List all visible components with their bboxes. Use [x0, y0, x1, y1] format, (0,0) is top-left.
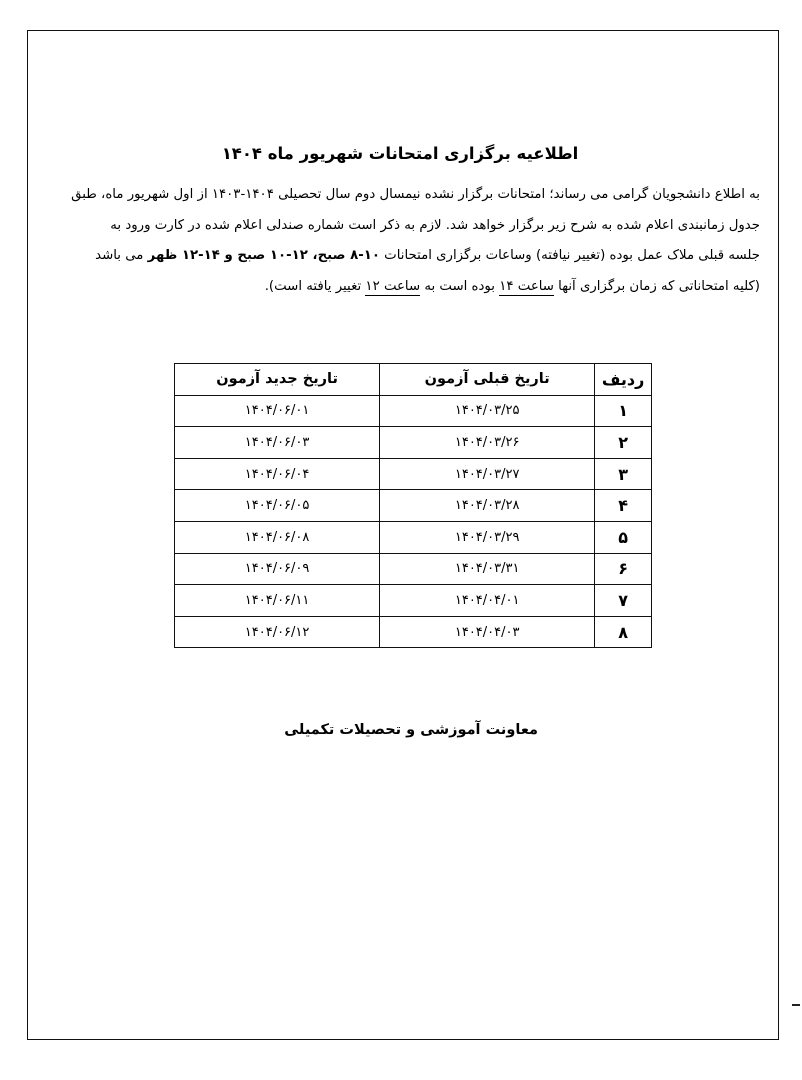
new-date: ۱۴۰۴/۰۶/۰۸ — [175, 521, 380, 553]
new-date: ۱۴۰۴/۰۶/۰۴ — [175, 458, 380, 490]
paragraph-line-4 — [52, 272, 760, 303]
table-row — [175, 458, 652, 490]
new-date: ۱۴۰۴/۰۶/۰۱ — [175, 395, 380, 427]
row-number: ۷ — [595, 585, 652, 617]
header-row-number: ردیف — [595, 364, 652, 396]
old-date: ۱۴۰۴/۰۳/۲۹ — [380, 521, 595, 553]
old-date: ۱۴۰۴/۰۳/۳۱ — [380, 553, 595, 585]
table-header-row — [175, 364, 652, 396]
old-date: ۱۴۰۴/۰۳/۲۵ — [380, 395, 595, 427]
new-date: ۱۴۰۴/۰۶/۰۹ — [175, 553, 380, 585]
exam-hours: ۱۰-۸ صبح، ۱۲-۱۰ صبح و ۱۴-۱۲ ظهر — [147, 248, 380, 263]
table-row — [175, 616, 652, 648]
line3-text-a: جلسه قبلی ملاک عمل بوده (تغییر نیافته) وساعات برگزاری امتحانات — [379, 248, 760, 263]
header-old-date: تاریخ قبلی آزمون — [380, 364, 595, 396]
new-hour-underlined: ساعت ۱۲ — [365, 278, 421, 294]
old-date: ۱۴۰۴/۰۳/۲۶ — [380, 427, 595, 459]
new-date: ۱۴۰۴/۰۶/۰۳ — [175, 427, 380, 459]
row-number: ۶ — [595, 553, 652, 585]
exam-schedule-table — [174, 363, 652, 648]
old-date: ۱۴۰۴/۰۴/۰۱ — [380, 585, 595, 617]
row-number: ۳ — [595, 458, 652, 490]
signature-office: معاونت آموزشی و تحصیلات تکمیلی — [284, 722, 538, 738]
old-hour-underlined: ساعت ۱۴ — [499, 278, 554, 294]
row-number: ۲ — [595, 427, 652, 459]
notice-title: اطلاعیه برگزاری امتحانات شهریور ماه ۱۴۰۴ — [221, 144, 579, 163]
line4-text-a: (کلیه امتحاناتی که زمان برگزاری آنها — [553, 278, 760, 294]
header-new-date: تاریخ جدید آزمون — [175, 364, 380, 396]
table-row — [175, 553, 652, 585]
row-number: ۴ — [595, 490, 652, 522]
old-date: ۱۴۰۴/۰۳/۲۷ — [380, 458, 595, 490]
table-row — [175, 585, 652, 617]
new-date: ۱۴۰۴/۰۶/۰۵ — [175, 490, 380, 522]
old-date: ۱۴۰۴/۰۴/۰۳ — [380, 616, 595, 648]
row-number: ۸ — [595, 616, 652, 648]
line4-text-c: بوده است به — [420, 278, 500, 294]
paragraph-line-3 — [52, 241, 760, 272]
line3-text-c: می باشد — [95, 248, 148, 263]
table-row — [175, 395, 652, 427]
row-number: ۱ — [595, 395, 652, 427]
notice-paragraph — [52, 180, 760, 302]
old-date: ۱۴۰۴/۰۳/۲۸ — [380, 490, 595, 522]
line4-text-e: تغییر یافته است). — [264, 278, 366, 294]
table-row — [175, 427, 652, 459]
new-date: ۱۴۰۴/۰۶/۱۲ — [175, 616, 380, 648]
new-date: ۱۴۰۴/۰۶/۱۱ — [175, 585, 380, 617]
row-number: ۵ — [595, 521, 652, 553]
edge-mark — [792, 1004, 800, 1006]
table-row — [175, 521, 652, 553]
table-row — [175, 490, 652, 522]
paragraph-line-1: به اطلاع دانشجویان گرامی می رساند؛ امتحانات برگزار نشده نیمسال دوم سال تحصیلی ۱۴۰۴-۱۴۰۳ از اول شهریور ماه، طبق — [71, 187, 760, 202]
paragraph-line-2: جدول زمانبندی اعلام شده به شرح زیر برگزار خواهد شد. لازم به ذکر است شماره صندلی اعلام شده در کارت ورود به — [110, 217, 760, 233]
